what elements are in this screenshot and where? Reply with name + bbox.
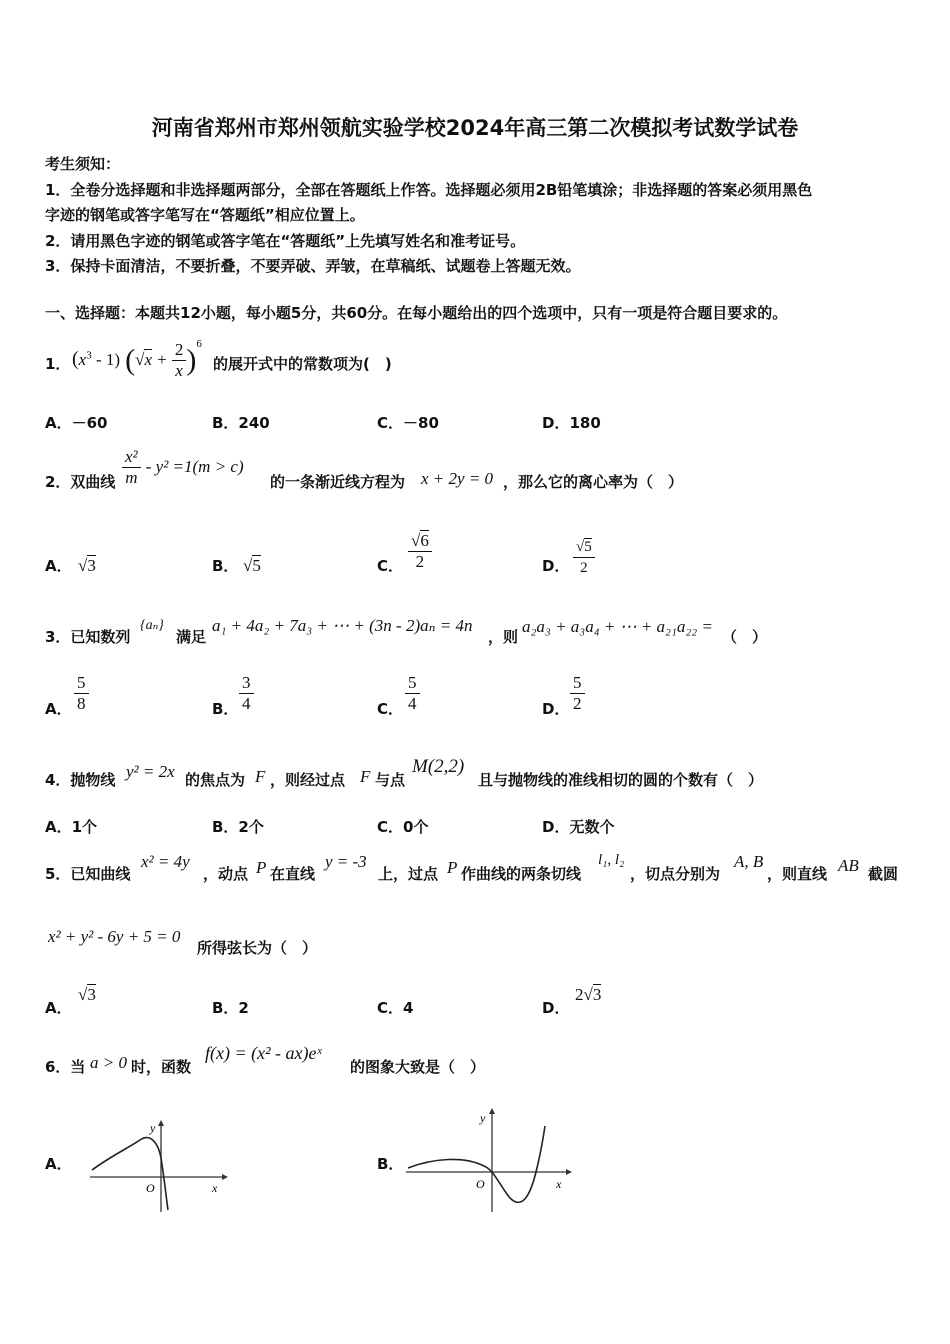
q5-text-7: 截圆 — [868, 865, 899, 883]
q3-text-2: ，则 — [488, 628, 519, 646]
q4-focus-f-2: F — [360, 767, 371, 786]
y-axis-arrow — [158, 1120, 164, 1126]
origin-label: O — [146, 1181, 155, 1195]
q4-text-3: 与点 — [375, 771, 406, 789]
origin-label: O — [476, 1177, 485, 1191]
q6-condition: a > 0 — [90, 1053, 127, 1072]
q2-option-a-label[interactable]: A． — [45, 557, 72, 575]
q5-option-d-value: 2√3 — [575, 985, 602, 1004]
notice-item-1a: 1．全卷分选择题和非选择题两部分，全部在答题纸上作答。选择题必须用2B铅笔填涂；非选择题的答案必须用黑色 — [45, 181, 813, 199]
q3-option-a-label[interactable]: A． — [45, 700, 72, 718]
q6-graph-a[interactable] — [88, 1118, 228, 1214]
q4-text-1: 的焦点为 — [185, 771, 246, 789]
axis-label-x: x — [212, 1181, 218, 1195]
q4-option-a[interactable]: A．1个 — [45, 818, 98, 836]
q2-option-d-label[interactable]: D． — [542, 557, 570, 575]
notice-item-3: 3．保持卡面清洁，不要折叠，不要弄破、弄皱，在草稿纸、试题卷上答题无效。 — [45, 257, 581, 275]
q3-text-1: 满足 — [176, 628, 207, 646]
notice-item-1b: 字迹的钢笔或答字笔写在“答题纸”相应位置上。 — [45, 206, 365, 224]
q2-text-2: ，那么它的离心率为（ ） — [503, 473, 684, 491]
q5-text-8: 所得弦长为（ ） — [197, 939, 318, 957]
q4-point-m: M(2,2) — [412, 756, 465, 777]
q5-text-4: 作曲线的两条切线 — [461, 865, 582, 883]
q1-option-d[interactable]: D．180 — [542, 414, 601, 432]
q2-option-b-label[interactable]: B． — [212, 557, 239, 575]
x-axis-arrow — [222, 1174, 228, 1180]
q5-line: y = -3 — [325, 852, 367, 871]
q3-condition: a₁ + 4a₂ + 7a₃ + ⋯ + (3n - 2)aₙ = 4n — [212, 616, 473, 635]
q2-expression: $\frac{\text{x²}}{m}$ - y² =1(m > c) — [122, 447, 244, 488]
q3-option-b-label[interactable]: B． — [212, 700, 239, 718]
q3-option-b-value: $\frac{3}{4}$ — [239, 673, 254, 714]
q2-option-c-label[interactable]: C． — [377, 557, 404, 575]
q4-option-b[interactable]: B．2个 — [212, 818, 264, 836]
q6-text-1: 时，函数 — [131, 1058, 192, 1076]
notice-item-2: 2．请用黑色字迹的钢笔或答字笔在“答题纸”上先填写姓名和准考证号。 — [45, 232, 526, 250]
section-heading: 一、选择题：本题共12小题，每小题5分，共60分。在每小题给出的四个选项中，只有一项是符合题目要求的。 — [45, 304, 788, 322]
y-axis-arrow — [489, 1108, 495, 1114]
page-title: 河南省郑州市郑州领航实验学校2024年高三第二次模拟考试数学试卷 — [151, 116, 799, 140]
axis-label-x: x — [556, 1177, 562, 1191]
x-axis-arrow — [566, 1169, 572, 1175]
axis-label-y: y — [150, 1121, 156, 1135]
q5-curve: x² = 4y — [141, 852, 190, 871]
q4-focus-f: F — [255, 767, 266, 786]
q1-option-a[interactable]: A．－60 — [45, 414, 108, 432]
q4-text-2: ，则经过点 — [270, 771, 346, 789]
q6-option-b-label[interactable]: B． — [377, 1155, 404, 1173]
q4-option-c[interactable]: C．0个 — [377, 818, 429, 836]
q3-target-sum: a₂a₃ + a₃a₄ + ⋯ + a₂₁a₂₂ = — [522, 617, 713, 636]
q5-text-6: ，则直线 — [767, 865, 828, 883]
q6-number: 6．当 — [45, 1058, 86, 1076]
q1-number: 1． — [45, 355, 71, 373]
q2-option-b-value: √5 — [243, 556, 261, 575]
q5-circle: x² + y² - 6y + 5 = 0 — [48, 927, 181, 946]
q5-text-3: 上，过点 — [378, 865, 439, 883]
q6-text-2: 的图象大致是（ ） — [350, 1058, 486, 1076]
q5-option-a-value: √3 — [78, 985, 96, 1004]
q4-number: 4．抛物线 — [45, 771, 116, 789]
q6-function: f(x) = (x² - ax)eˣ — [205, 1043, 322, 1063]
curve-a — [92, 1138, 168, 1210]
q3-option-d-value: $\frac{5}{2}$ — [570, 673, 585, 714]
q2-text-1: 的一条渐近线方程为 — [270, 473, 406, 491]
q4-text-4: 且与抛物线的准线相切的圆的个数有（ ） — [478, 771, 764, 789]
q5-option-b[interactable]: B．2 — [212, 999, 249, 1017]
q3-option-c-label[interactable]: C． — [377, 700, 404, 718]
q5-option-d-label[interactable]: D． — [542, 999, 570, 1017]
q2-option-c-value: $\frac{√6}{2}$ — [408, 531, 432, 572]
q2-asymptote: x + 2y = 0 — [421, 469, 494, 488]
q1-text: 的展开式中的常数项为( ) — [213, 355, 392, 373]
q5-point-p-2: P — [447, 858, 458, 877]
q5-tangents: l₁, l₂ — [598, 852, 625, 868]
q5-text-5: ，切点分别为 — [630, 865, 721, 883]
axis-label-y: y — [480, 1111, 486, 1125]
q3-option-a-value: $\frac{5}{8}$ — [74, 673, 89, 714]
q3-sequence: {aₙ} — [140, 618, 164, 633]
q2-option-a-value: √3 — [78, 556, 96, 575]
q5-option-c[interactable]: C．4 — [377, 999, 414, 1017]
notice-heading: 考生须知： — [45, 155, 121, 173]
q1-expression: $(x^3 - 1) (√x$ + $\frac{2}{x}$ )$^6$ — [72, 338, 202, 380]
q5-points-ab: A, B — [734, 852, 764, 871]
q5-point-p: P — [256, 858, 267, 877]
q6-graph-b[interactable] — [404, 1106, 574, 1214]
q4-option-d[interactable]: D．无数个 — [542, 818, 615, 836]
q3-number: 3．已知数列 — [45, 628, 131, 646]
q3-option-d-label[interactable]: D． — [542, 700, 570, 718]
q2-option-d-value: $\frac{√5}{2}$ — [573, 537, 595, 578]
q1-option-c[interactable]: C．－80 — [377, 414, 439, 432]
q3-text-3: （ ） — [722, 628, 768, 646]
q4-parabola: y² = 2x — [126, 762, 175, 781]
q5-option-a-label[interactable]: A． — [45, 999, 72, 1017]
q5-text-2: 在直线 — [270, 865, 316, 883]
q5-number: 5．已知曲线 — [45, 865, 131, 883]
q6-option-a-label[interactable]: A． — [45, 1155, 72, 1173]
q3-option-c-value: $\frac{5}{4}$ — [405, 673, 420, 714]
q5-text-1: ，动点 — [203, 865, 249, 883]
q1-option-b[interactable]: B．240 — [212, 414, 270, 432]
q2-number: 2．双曲线 — [45, 473, 116, 491]
q5-line-ab: AB — [838, 856, 859, 875]
